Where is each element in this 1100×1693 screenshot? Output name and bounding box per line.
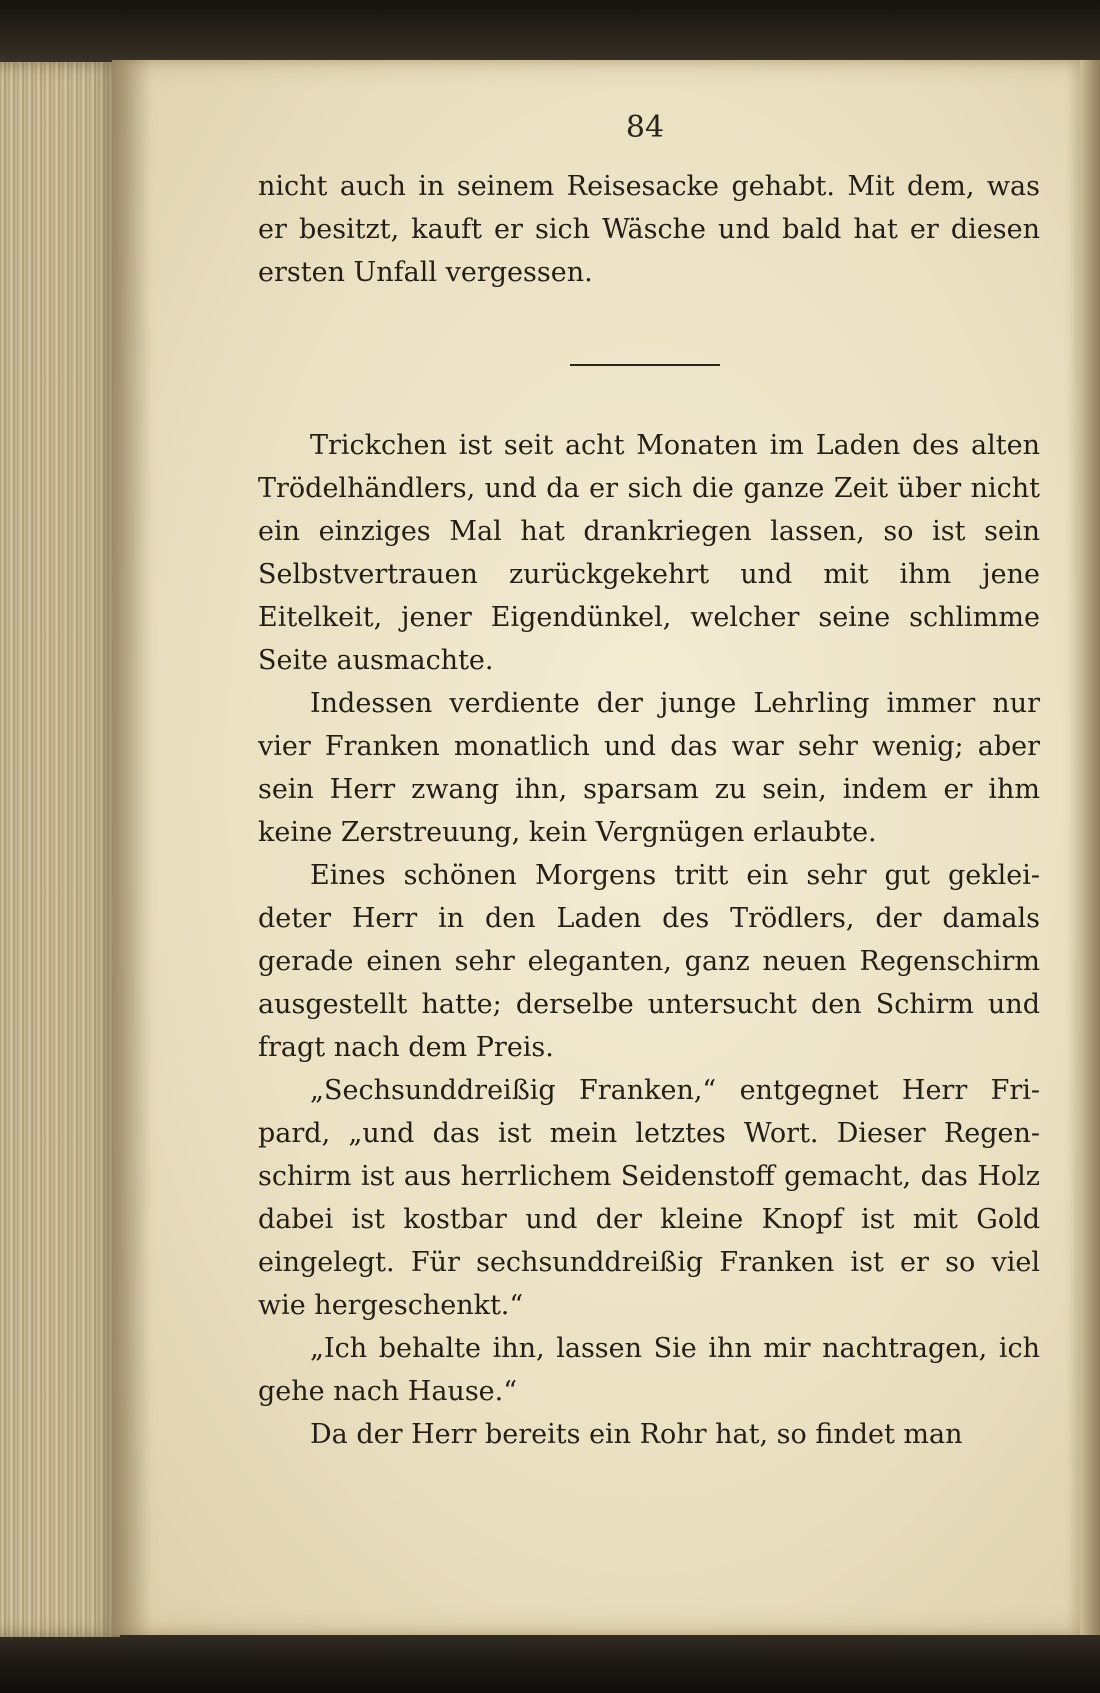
book-page-edges (0, 62, 120, 1637)
paragraph: Trickchen ist seit acht Monaten im Laden des alten Trödelhändlers, und da er sich die ganze Zeit über nicht ein einziges Mal hat drankriegen lassen, so ist sein Selbstvertrauen zurückgekehrt und mit ihm jene Eitelkeit, jener Eigendünkel, welcher seine schlimme Seite ausmachte. (258, 430, 1040, 676)
text-block-main (258, 424, 1040, 1456)
text-block-top (258, 165, 1040, 294)
paragraph: Eines schönen Morgens tritt ein sehr gut geklei- deter Herr in den Laden des Trödlers, der damals gerade einen sehr eleganten, ganz neuen Regenschirm ausgestellt hatte; derselbe untersucht den Schirm und fragt nach dem Preis. (258, 860, 1040, 1063)
paragraph: „Sechsunddreißig Franken,“ entgegnet Herr Fri- pard, „und das ist mein letztes Wort. Dieser Regen- schirm ist aus herrlichem Seidenstoff gemacht, das Holz dabei ist kostbar und der kleine Knopf ist mit Gold eingelegt. Für sechsunddreißig Franken ist er so viel wie hergeschenkt.“ (258, 1075, 1040, 1321)
page-right-edge (1080, 60, 1100, 1635)
paragraph: nicht auch in seinem Reisesacke gehabt. Mit dem, was er besitzt, kauft er sich Wäsche und bald hat er diesen ersten Unfall vergessen. (258, 171, 1040, 288)
paragraph: Indessen verdiente der junge Lehrling immer nur vier Franken monatlich und das war sehr wenig; aber sein Herr zwang ihn, sparsam zu sein, indem er ihm keine Zerstreuung, kein Vergnügen erlaubte. (258, 688, 1040, 848)
paragraph: „Ich behalte ihn, lassen Sie ihn mir nachtragen, ich gehe nach Hause.“ (258, 1333, 1040, 1407)
spine-shadow (112, 60, 152, 1635)
paragraph: Da der Herr bereits ein Rohr hat, so findet man (310, 1419, 963, 1450)
page-number: 84 (625, 110, 665, 145)
section-divider (570, 364, 720, 366)
